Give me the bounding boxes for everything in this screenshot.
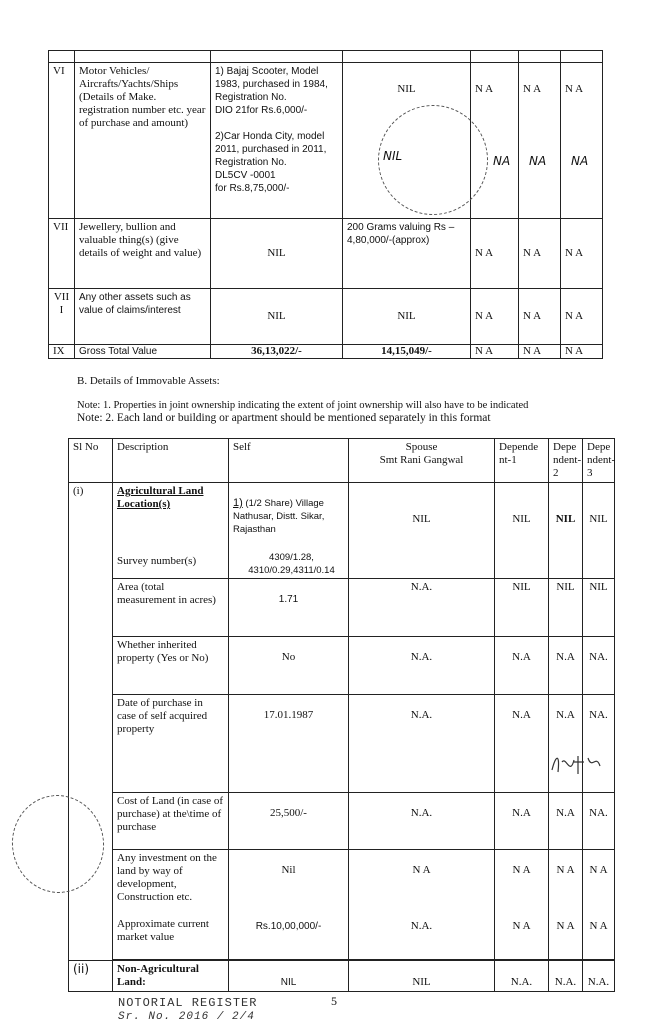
table-row: [69, 695, 615, 793]
d3-text: N A: [565, 83, 584, 95]
self-value: 17.01.1987: [229, 695, 349, 793]
dependent-3-value: N A: [561, 345, 603, 359]
spouse-value: N.A.: [349, 695, 495, 793]
spouse-value: NIL: [343, 289, 471, 345]
self-value: NIL: [229, 961, 349, 992]
self-location: [229, 483, 349, 579]
row-description: Date of purchase in case of self acquired property: [113, 695, 229, 793]
dependent-1-value: N A: [471, 219, 519, 289]
self-value: 1.71: [229, 579, 349, 637]
dependent-2-value: N.A: [549, 637, 583, 695]
location-text: (1/2 Share) Village Nathusar, Distt. Sikar, Rajasthan: [233, 498, 325, 535]
table-row: [49, 219, 603, 289]
spouse-value: 200 Grams valuing Rs – 4,80,000/-(approx): [343, 219, 471, 289]
dependent-3-value: NA.: [583, 695, 615, 793]
row-description: [113, 850, 229, 960]
item-number: 1): [233, 497, 243, 509]
table-row: [49, 345, 603, 359]
handwritten-note: NA: [571, 154, 589, 168]
survey-numbers: 4309/1.28, 4310/0.29,4311/0.14: [248, 552, 335, 576]
dependent-3-value: N.A.: [583, 961, 615, 992]
dependent-3-value: [583, 850, 615, 960]
investment-d2: N A: [556, 864, 575, 876]
signature-initials: [548, 750, 608, 780]
text-line: 1983, purchased in 1984,: [215, 79, 328, 90]
row-number: VII: [49, 219, 75, 289]
investment-d1: N A: [512, 864, 531, 876]
row-description: Gross Total Value: [75, 345, 211, 359]
self-value: 25,500/-: [229, 793, 349, 850]
gross-total-self: 36,13,022/-: [211, 345, 343, 359]
stamp-text: NOTORIAL REGISTER: [118, 996, 258, 1010]
investment-label: Any investment on the land by way of development, Construction etc.: [117, 852, 217, 903]
dependent-1-value: N A: [471, 289, 519, 345]
text-line: Registration No.: [215, 157, 287, 168]
header-spouse-label: Spouse: [405, 441, 438, 453]
spouse-value: N.A.: [349, 793, 495, 850]
d1-text: N A: [475, 83, 494, 95]
table-row: [69, 637, 615, 695]
section-label: (i): [69, 483, 113, 961]
header-spouse: [349, 439, 495, 483]
handwritten-note: NIL: [383, 149, 403, 163]
dependent-3-value: [561, 63, 603, 219]
market-value-d1: N A: [512, 920, 531, 932]
dependent-1-value: [495, 850, 549, 960]
spouse-value: N.A.: [349, 579, 495, 637]
dependent-2-value: N A: [519, 289, 561, 345]
header-dependent-1: Depende nt-1: [495, 439, 549, 483]
table-header-row: [69, 439, 615, 483]
row-description: Motor Vehicles/ Aircrafts/Yachts/Ships (Details of Make. registration number etc. year of purchase and amount): [75, 63, 211, 219]
spouse-value: [349, 850, 495, 960]
text-line: DL5CV -0001: [215, 170, 276, 181]
self-value: No: [229, 637, 349, 695]
market-value-d3: N A: [589, 920, 608, 932]
header-spouse-name: Smt Rani Gangwal: [379, 454, 464, 466]
header-dependent-2: Depe ndent-2: [549, 439, 583, 483]
row-description: Whether inherited property (Yes or No): [113, 637, 229, 695]
section-title: Agricultural Land Location(s): [117, 485, 204, 510]
header-self: Self: [229, 439, 349, 483]
stamp-line: Sr. No. 2016 / 2/4: [118, 1011, 255, 1023]
dependent-3-value: N A: [561, 289, 603, 345]
dependent-3-value: NIL: [583, 579, 615, 637]
row-number: VII I: [49, 289, 75, 345]
section-title: Non-Agricultural Land:: [113, 961, 229, 992]
note-2: Note: 2. Each land or building or apartment should be mentioned separately in this format: [77, 412, 491, 424]
notorial-register-stamp: [118, 996, 257, 1024]
spouse-value: NIL: [349, 483, 495, 579]
table-row: [69, 850, 615, 960]
dependent-2-value: N.A: [549, 695, 583, 793]
text-line: Registration No.: [215, 92, 287, 103]
investment-d3: N A: [589, 864, 608, 876]
section-label: (ii): [69, 961, 113, 992]
section-b-heading: B. Details of Immovable Assets:: [77, 375, 220, 387]
dependent-2-value: N A: [519, 219, 561, 289]
spouse-value: N.A.: [349, 637, 495, 695]
dependent-1-value: NIL: [495, 579, 549, 637]
dependent-1-value: N A: [471, 345, 519, 359]
survey-label: Survey number(s): [117, 555, 197, 567]
row-description: Any other assets such as value of claims/interest: [75, 289, 211, 345]
table-row: [69, 793, 615, 850]
self-value: NIL: [211, 219, 343, 289]
dependent-1-value: N.A: [495, 637, 549, 695]
dependent-2-value: [519, 63, 561, 219]
header-dependent-3: Depe ndent-3: [583, 439, 615, 483]
table-row: [69, 961, 615, 992]
table-row: [49, 51, 603, 63]
spouse-value: NIL: [349, 961, 495, 992]
header-sl: Sl No: [69, 439, 113, 483]
d2-text: N A: [523, 83, 542, 95]
handwritten-note: NA: [493, 154, 511, 168]
dependent-3-value: NA.: [583, 793, 615, 850]
row-number: VI: [49, 63, 75, 219]
market-value-d2: N A: [556, 920, 575, 932]
investment-self: Nil: [281, 864, 296, 876]
market-value-label: Approximate current market value: [117, 918, 209, 943]
investment-spouse: N A: [412, 864, 431, 876]
row-number: IX: [49, 345, 75, 359]
table-row: [69, 579, 615, 637]
self-value: [229, 850, 349, 960]
text-line: 2011, purchased in 2011,: [215, 144, 327, 155]
dependent-1-value: N.A.: [495, 961, 549, 992]
dependent-2-value: N.A: [549, 793, 583, 850]
text-line: 1) Bajaj Scooter, Model: [215, 66, 319, 77]
market-value-self: Rs.10,00,000/-: [255, 921, 322, 932]
dependent-3-value: NA.: [583, 637, 615, 695]
handwritten-note: NA: [529, 154, 547, 168]
self-value: [211, 63, 343, 219]
dependent-1-value: N.A: [495, 793, 549, 850]
dependent-1-value: N.A: [495, 695, 549, 793]
dependent-2-value: N A: [519, 345, 561, 359]
table-row: [49, 63, 603, 219]
self-value: NIL: [211, 289, 343, 345]
row-description: Jewellery, bullion and valuable thing(s) (give details of weight and value): [75, 219, 211, 289]
spouse-text: NIL: [397, 83, 416, 95]
row-description: Cost of Land (in case of purchase) at the\time of purchase: [113, 793, 229, 850]
dependent-2-value: [549, 850, 583, 960]
text-line: DIO 21for Rs.6,000/-: [215, 105, 308, 116]
row-description: Area (total measurement in acres): [113, 579, 229, 637]
page-number: 5: [331, 994, 337, 1008]
note-1: Note: 1. Properties in joint ownership indicating the extent of joint ownership will also have to be indicated: [77, 400, 529, 411]
dependent-2-value: NIL: [549, 579, 583, 637]
dependent-3-value: N A: [561, 219, 603, 289]
header-description: Description: [113, 439, 229, 483]
text-line: for Rs.8,75,000/-: [215, 183, 290, 194]
text-line: 2)Car Honda City, model: [215, 131, 325, 142]
dependent-2-value: N.A.: [549, 961, 583, 992]
dependent-2-value: NIL: [549, 483, 583, 579]
market-value-spouse: N.A.: [410, 920, 433, 932]
movable-assets-table: [48, 50, 603, 359]
table-row: [69, 483, 615, 579]
location-cell: [113, 483, 229, 579]
immovable-assets-table: [68, 438, 615, 992]
dependent-3-value: NIL: [583, 483, 615, 579]
gross-total-spouse: 14,15,049/-: [343, 345, 471, 359]
dependent-1-value: NIL: [495, 483, 549, 579]
table-row: [49, 289, 603, 345]
